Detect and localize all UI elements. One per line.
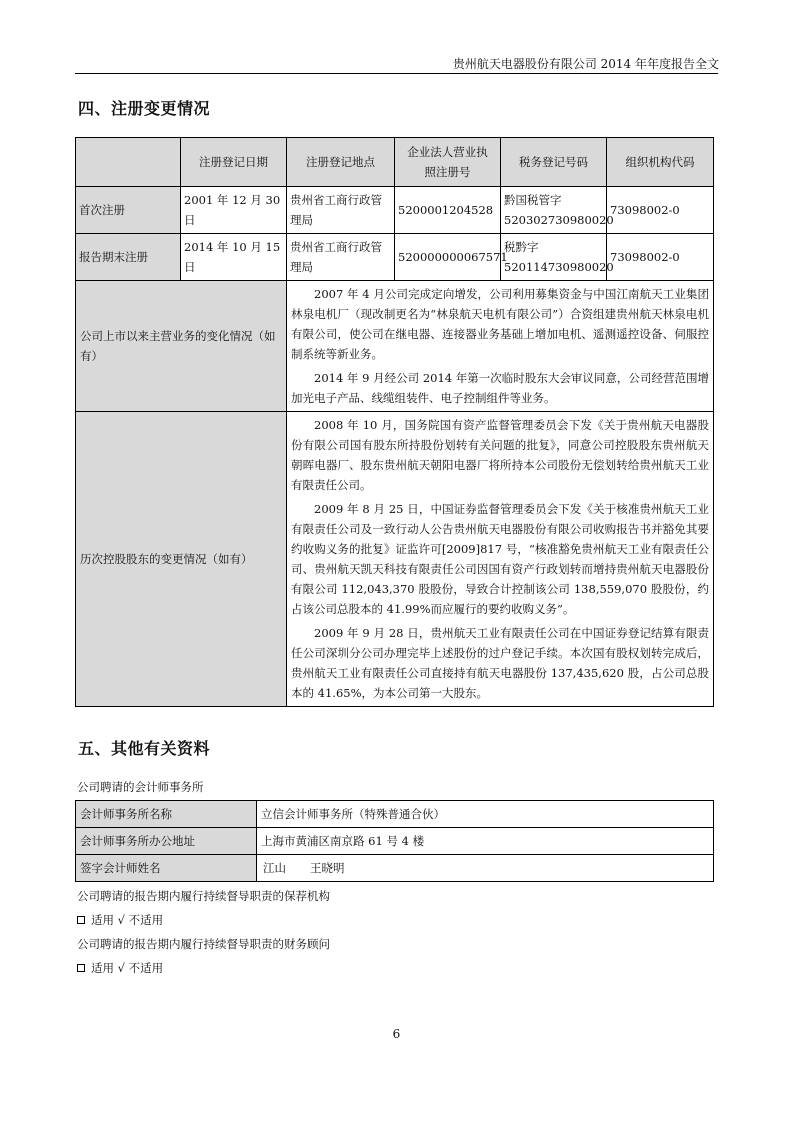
checkbox-icon[interactable]: [77, 964, 85, 972]
sponsor-options: [77, 912, 163, 928]
row-label-end: 报告期末注册: [76, 234, 181, 281]
header-cell-date: 注册登记日期: [181, 138, 287, 187]
advisor-caption: 公司聘请的报告期内履行持续督导职责的财务顾问: [77, 937, 330, 951]
cpa-name-value: 立信会计师事务所（特殊普通合伙）: [257, 801, 714, 828]
first-reg-tax-line1: 黔国税管字: [504, 193, 562, 207]
sponsor-caption: 公司聘请的报告期内履行持续督导职责的保荐机构: [77, 889, 330, 903]
end-reg-license: 520000000067571: [395, 234, 501, 281]
table-row: [76, 234, 714, 281]
signer-values: [257, 855, 714, 882]
cpa-name-label: 会计师事务所名称: [76, 801, 257, 828]
advisor-options: [77, 960, 163, 976]
end-reg-date: 2014 年 10 月 15 日: [181, 234, 287, 281]
accounting-firm-table: [75, 800, 714, 882]
shareholder-change-paragraph: 2009 年 8 月 25 日，中国证券监督管理委员会下发《关于核准贵州航天工业有限责任公司及一致行动人公告贵州航天电器股份有限公司收购报告书并豁免其要约收购义务的批复》证监许可[2009]817 号，“核准豁免贵州航天工业有限责任公司、贵州航天凯天科技有限责任公司因国有资产行政划转而增持贵州航天电器股份有限公司 112,043,370 股股份，导致合计控制该公司 138,559,070 股股份，约占该公司总股本的 41.99%而应履行的要约收购义务”。: [291, 502, 709, 616]
row-label-first: 首次注册: [76, 187, 181, 234]
end-reg-org: 73098002-0: [607, 234, 714, 281]
end-reg-tax-line2: 520114730980020: [504, 260, 614, 274]
table-row: [76, 412, 714, 707]
signer-label: 签字会计师姓名: [76, 855, 257, 882]
table-row: [76, 828, 714, 855]
table-row: [76, 801, 714, 828]
table-row: [76, 187, 714, 234]
end-reg-tax-line1: 税黔字: [504, 240, 539, 254]
header-cell-place: 注册登记地点: [287, 138, 395, 187]
first-reg-date: 2001 年 12 月 30 日: [181, 187, 287, 234]
advisor-not-applicable: √ 不适用: [117, 961, 164, 975]
page-number: 6: [392, 1027, 401, 1041]
end-reg-place: 贵州省工商行政管理局: [287, 234, 395, 281]
signer-name-2: 王晓明: [310, 861, 345, 875]
first-reg-license: 5200001204528: [395, 187, 501, 234]
shareholder-change-label: 历次控股股东的变更情况（如有）: [76, 412, 287, 707]
table-header-row: [76, 138, 714, 187]
header-cell-org-code: 组织机构代码: [607, 138, 714, 187]
header-cell-tax: 税务登记号码: [501, 138, 607, 187]
business-change-label: 公司上市以来主营业务的变化情况（如有）: [76, 281, 287, 412]
business-change-paragraph: 2007 年 4 月公司完成定向增发，公司利用募集资金与中国江南航天工业集团林泉电机厂（现改制更名为“林泉航天电机有限公司”）合资组建贵州航天林泉电机有限公司，使公司在继电器、连接器业务基础上增加电机、遥测遥控设备、伺服控制系统等新业务。: [291, 287, 709, 361]
section-5-title: 五、其他有关资料: [78, 739, 211, 758]
first-reg-tax-line2: 520302730980020: [504, 213, 614, 227]
first-reg-place: 贵州省工商行政管理局: [287, 187, 395, 234]
shareholder-change-paragraph: 2008 年 10 月，国务院国有资产监督管理委员会下发《关于贵州航天电器股份有限公司国有股东所持股份划转有关问题的批复》，同意公司控股股东贵州航天朝晖电器厂、股东贵州航天朝阳电器厂将所持本公司股份无偿划转给贵州航天工业有限责任公司。: [291, 418, 709, 492]
business-change-content: [287, 281, 714, 412]
advisor-applicable: 适用: [91, 961, 114, 975]
signer-name-1: 江山: [263, 861, 286, 875]
header-cell-empty: [76, 138, 181, 187]
shareholder-change-content: [287, 412, 714, 707]
sponsor-applicable: 适用: [91, 913, 114, 927]
section-4-title: 四、注册变更情况: [78, 99, 211, 118]
business-change-paragraph: 2014 年 9 月经公司 2014 年第一次临时股东大会审议同意，公司经营范围增加光电子产品、线缆组装件、电子控制组件等业务。: [291, 371, 709, 405]
table-row: [76, 281, 714, 412]
header-rule: [75, 73, 718, 74]
header-cell-license: 企业法人营业执照注册号: [395, 138, 501, 187]
checkbox-icon[interactable]: [77, 916, 85, 924]
shareholder-change-paragraph: 2009 年 9 月 28 日，贵州航天工业有限责任公司在中国证券登记结算有限责任公司深圳分公司办理完毕上述股份的过户登记手续。本次国有股权划转完成后，贵州航天工业有限责任公司直接持有航天电器股份 137,435,620 股，占公司总股本的 41.65%，为本公司第一大股东。: [291, 626, 709, 700]
cpa-caption: 公司聘请的会计师事务所: [77, 780, 204, 794]
report-header-title: 贵州航天电器股份有限公司 2014 年年度报告全文: [452, 57, 719, 71]
first-reg-org: 73098002-0: [607, 187, 714, 234]
first-reg-tax: [501, 187, 614, 234]
cpa-address-value: 上海市黄浦区南京路 61 号 4 楼: [257, 828, 714, 855]
table-row: [76, 855, 714, 882]
cpa-address-label: 会计师事务所办公地址: [76, 828, 257, 855]
registration-change-table: [75, 137, 714, 707]
sponsor-not-applicable: √ 不适用: [117, 913, 164, 927]
end-reg-tax: [501, 234, 614, 281]
